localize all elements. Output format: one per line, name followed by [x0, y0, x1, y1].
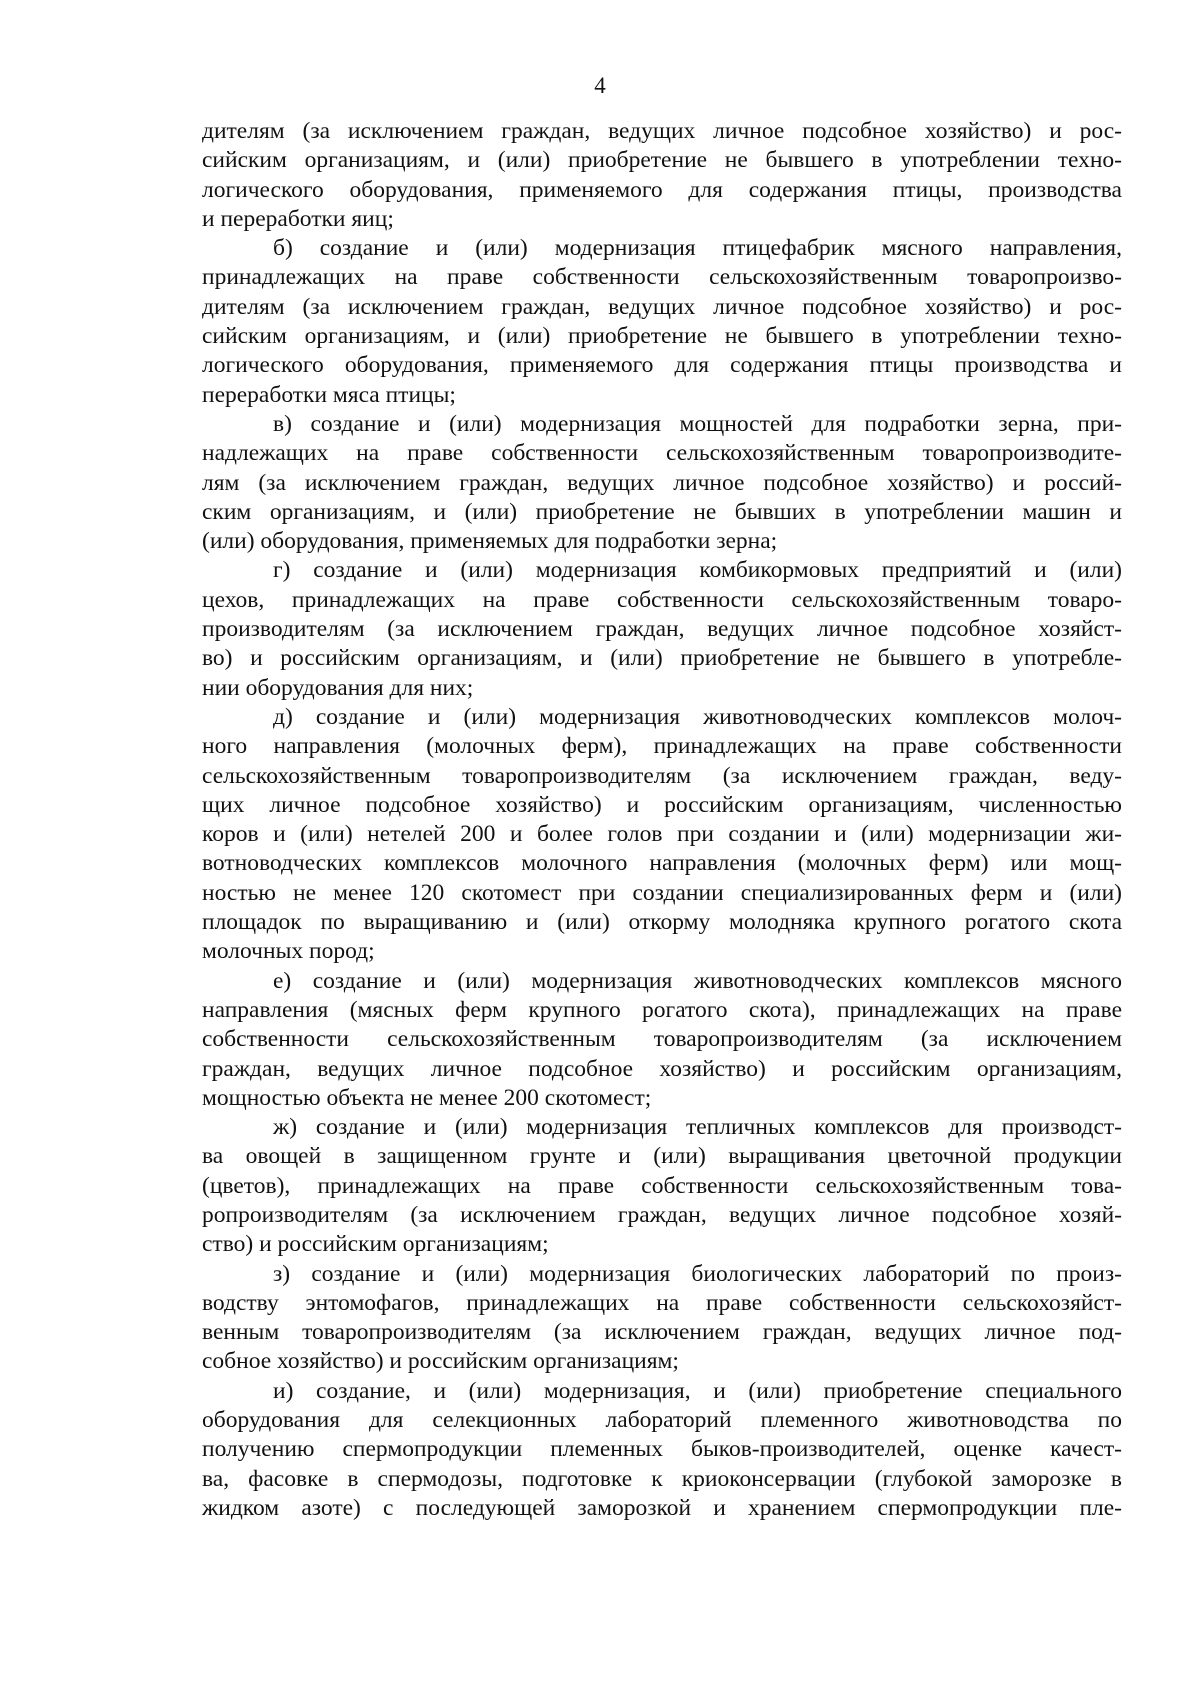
text-line: принадлежащих на праве собственности сельскохозяйственным товаропроизво-: [202, 264, 1122, 291]
text-line: производителям (за исключением граждан, ведущих личное подсобное хозяйст-: [202, 616, 1122, 643]
text-line: молочных пород;: [202, 938, 375, 965]
text-line: получению спермопродукции племенных быков-производителей, оценке качест-: [202, 1436, 1122, 1463]
text-line: водству энтомофагов, принадлежащих на праве собственности сельскохозяйст-: [202, 1289, 1122, 1316]
body-text: [202, 117, 1122, 1523]
text-line: б) создание и (или) модернизация птицефабрик мясного направления,: [273, 235, 1122, 262]
text-line: надлежащих на праве собственности сельскохозяйственным товаропроизводите-: [202, 440, 1122, 467]
text-line: граждан, ведущих личное подсобное хозяйство) и российским организациям,: [202, 1055, 1122, 1082]
text-line: сийским организациям, и (или) приобретение не бывшего в употреблении техно-: [202, 147, 1122, 174]
text-line: оборудования для селекционных лабораторий племенного животноводства по: [202, 1407, 1122, 1434]
text-line: во) и российским организациям, и (или) приобретение не бывшего в употребле-: [202, 645, 1122, 672]
text-line: ного направления (молочных ферм), принадлежащих на праве собственности: [202, 733, 1122, 760]
text-line: з) создание и (или) модернизация биологических лабораторий по произ-: [273, 1260, 1122, 1287]
text-line: мощностью объекта не менее 200 скотомест;: [202, 1084, 652, 1111]
text-line: переработки мяса птицы;: [202, 381, 456, 408]
text-line: собное хозяйство) и российским организациям;: [202, 1348, 679, 1375]
text-line: нии оборудования для них;: [202, 674, 474, 701]
text-line: сельскохозяйственным товаропроизводителям (за исключением граждан, веду-: [202, 762, 1122, 789]
text-line: и переработки яиц;: [202, 205, 394, 232]
text-line: собственности сельскохозяйственным товаропроизводителям (за исключением: [202, 1026, 1122, 1053]
text-line: щих личное подсобное хозяйство) и российским организациям, численностью: [202, 791, 1122, 818]
text-line: логического оборудования, применяемого для содержания птицы производства и: [202, 352, 1122, 379]
text-line: венным товаропроизводителям (за исключением граждан, ведущих личное под-: [202, 1319, 1122, 1346]
text-line: дителям (за исключением граждан, ведущих личное подсобное хозяйство) и рос-: [202, 293, 1122, 320]
text-line: ство) и российским организациям;: [202, 1231, 549, 1258]
text-line: (цветов), принадлежащих на праве собственности сельскохозяйственным това-: [202, 1172, 1122, 1199]
text-line: коров и (или) нетелей 200 и более голов при создании и (или) модернизации жи-: [202, 821, 1122, 848]
text-line: ским организациям, и (или) приобретение не бывших в употреблении машин и: [202, 498, 1122, 525]
text-line: логического оборудования, применяемого для содержания птицы, производства: [202, 176, 1122, 203]
text-line: ностью не менее 120 скотомест при создании специализированных ферм и (или): [202, 879, 1122, 906]
text-line: ропроизводителям (за исключением граждан, ведущих личное подсобное хозяй-: [202, 1201, 1122, 1228]
text-line: дителям (за исключением граждан, ведущих личное подсобное хозяйство) и рос-: [202, 118, 1122, 144]
text-line: д) создание и (или) модернизация животноводческих комплексов молоч-: [273, 703, 1122, 730]
text-line: г) создание и (или) модернизация комбикормовых предприятий и (или): [273, 557, 1122, 584]
text-line: направления (мясных ферм крупного рогатого скота), принадлежащих на праве: [202, 996, 1122, 1023]
text-line: сийским организациям, и (или) приобретение не бывшего в употреблении техно-: [202, 323, 1122, 350]
text-line: лям (за исключением граждан, ведущих личное подсобное хозяйство) и россий-: [202, 469, 1122, 496]
text-line: цехов, принадлежащих на праве собственности сельскохозяйственным товаро-: [202, 586, 1122, 613]
text-line: (или) оборудования, применяемых для подработки зерна;: [202, 528, 778, 555]
text-line: ва овощей в защищенном грунте и (или) выращивания цветочной продукции: [202, 1143, 1122, 1170]
text-line: е) создание и (или) модернизация животноводческих комплексов мясного: [273, 967, 1122, 994]
page-number: 4: [594, 73, 606, 98]
text-line: жидком азоте) с последующей заморозкой и хранением спермопродукции пле-: [202, 1494, 1122, 1521]
text-line: площадок по выращиванию и (или) откорму молодняка крупного рогатого скота: [202, 909, 1122, 936]
text-line: в) создание и (или) модернизация мощностей для подработки зерна, при-: [273, 410, 1122, 437]
text-line: ж) создание и (или) модернизация тепличных комплексов для производст-: [273, 1114, 1122, 1141]
text-line: вотноводческих комплексов молочного направления (молочных ферм) или мощ-: [202, 850, 1122, 877]
text-line: и) создание, и (или) модернизация, и (или) приобретение специального: [273, 1377, 1122, 1404]
text-line: ва, фасовке в спермодозы, подготовке к криоконсервации (глубокой заморозке в: [202, 1465, 1122, 1492]
